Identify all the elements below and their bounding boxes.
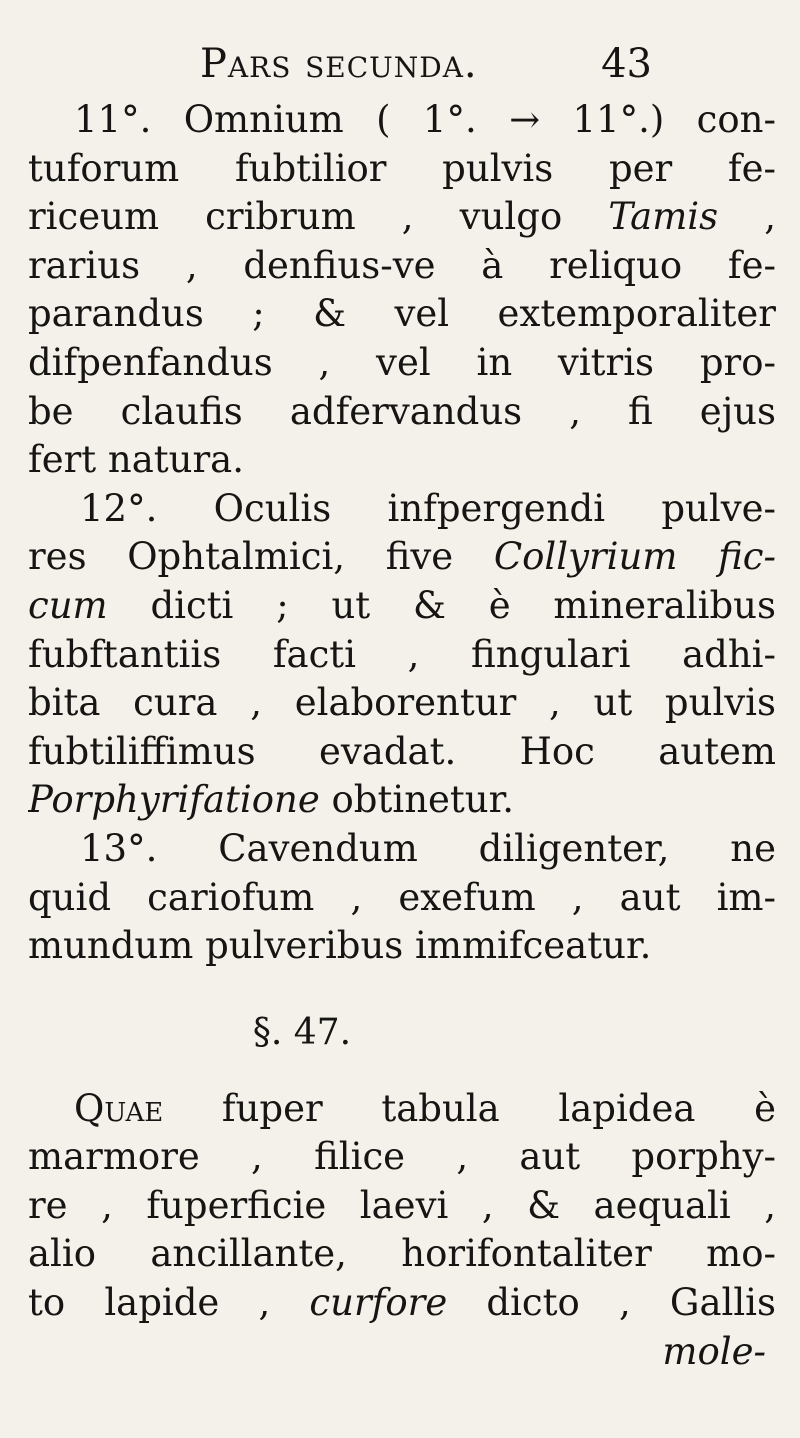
section-paragraph — [28, 1085, 776, 1377]
text-line: cum dicti ; ut & è mineralibus — [28, 583, 776, 627]
text-line: rarius , denfius-ve à reliquo fe- — [28, 243, 776, 287]
paragraph-13 — [28, 825, 776, 971]
page-header — [200, 38, 680, 90]
text-line: be claufis adfervandus , fi ejus — [28, 389, 776, 433]
text-line: alio ancillante, horifontaliter mo- — [28, 1232, 776, 1276]
text-line: fubftantiis facti , fingulari adhi- — [28, 632, 776, 676]
text-line: bita cura , elaborentur , ut pulvis — [28, 681, 776, 725]
text-line: riceum cribrum , vulgo Tamis , — [28, 195, 776, 239]
initial-word: Quae — [74, 1086, 164, 1130]
text-line: marmore , filice , aut porphy- — [28, 1135, 776, 1179]
running-head: Pars secunda. — [200, 41, 478, 87]
text-line: mundum pulveribus immifceatur. — [28, 924, 652, 968]
text-line: to lapide , curfore dicto , Gallis — [28, 1281, 776, 1325]
text-line: Quae fuper tabula lapidea è — [74, 1086, 776, 1130]
catchword: mole- — [662, 1329, 766, 1373]
text-line: fert natura. — [28, 438, 245, 482]
paragraph-12 — [28, 485, 776, 825]
text-line: quid cariofum , exefum , aut im- — [28, 875, 776, 919]
paragraph-11 — [28, 96, 776, 485]
text-line: parandus ; & vel extemporaliter — [28, 292, 776, 336]
text-line: fubtiliffimus evadat. Hoc autem — [28, 729, 776, 773]
text-line: res Ophtalmici, five Collyrium fic- — [28, 535, 776, 579]
text-line: 12°. Oculis infpergendi pulve- — [80, 486, 776, 530]
text-line: 13°. Cavendum diligenter, ne — [80, 826, 776, 870]
text-line: tuforum fubtilior pulvis per fe- — [28, 146, 776, 190]
text-line: Porphyrifatione obtinetur. — [28, 778, 514, 822]
text-line: difpenfandus , vel in vitris pro- — [28, 340, 776, 384]
section-heading: §. 47. — [252, 1011, 352, 1053]
text-line: 11°. Omnium ( 1°. → 11°.) con- — [74, 98, 776, 141]
page-number: 43 — [601, 41, 652, 87]
page-body — [28, 96, 776, 1376]
text-line: re , fuperficie laevi , & aequali , — [28, 1183, 776, 1227]
